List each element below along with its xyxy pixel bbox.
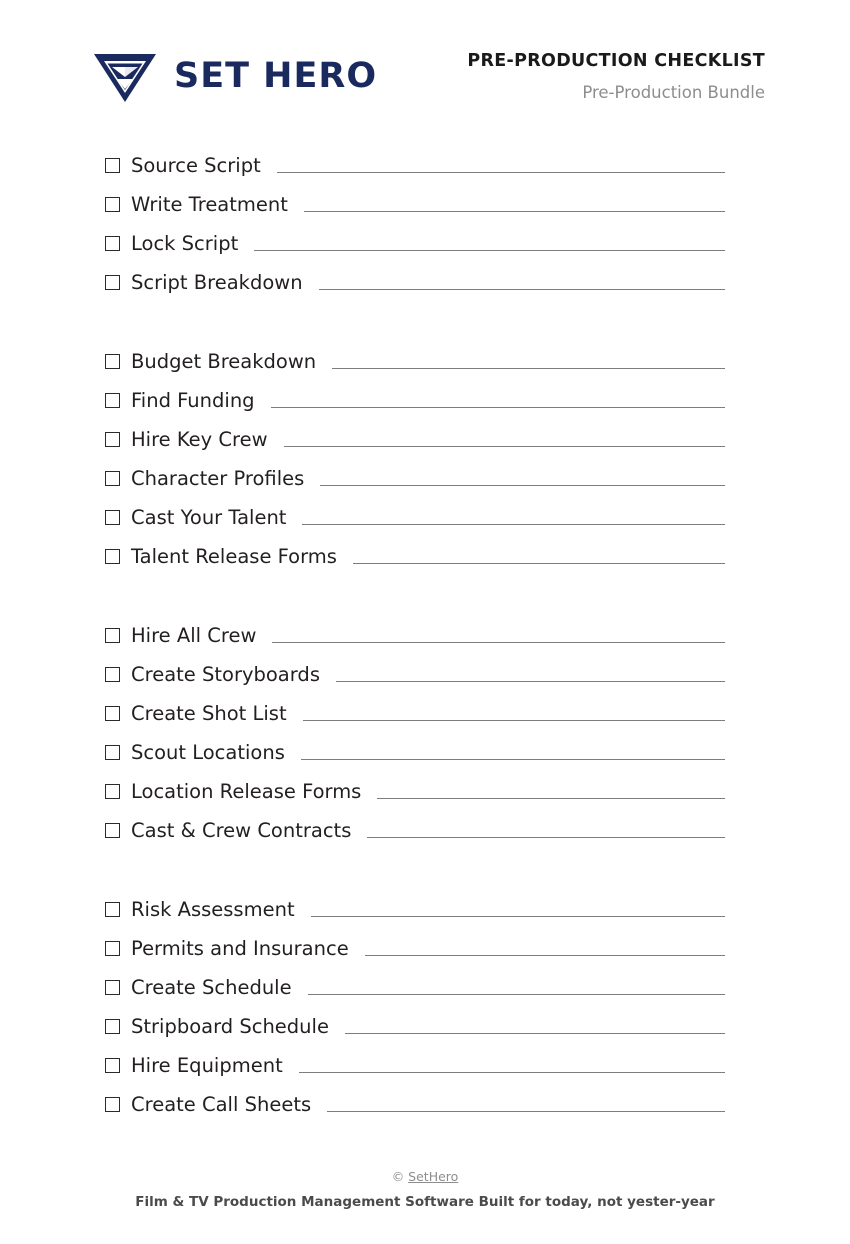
checkbox[interactable] (105, 1058, 120, 1073)
copyright-symbol: © (391, 1169, 409, 1184)
checklist-item-label: Create Call Sheets (131, 1092, 312, 1116)
write-in-line[interactable] (284, 445, 725, 447)
checklist-group (0, 890, 850, 1124)
sethero-logo-icon (92, 48, 158, 104)
checkbox[interactable] (105, 980, 120, 995)
page-title: PRE-PRODUCTION CHECKLIST (467, 51, 765, 71)
checklist-row[interactable] (0, 1046, 850, 1085)
checkbox[interactable] (105, 628, 120, 643)
write-in-line[interactable] (272, 641, 725, 643)
checklist-item-label: Find Funding (131, 388, 255, 412)
checkbox[interactable] (105, 158, 120, 173)
checkbox[interactable] (105, 471, 120, 486)
checklist-item-label: Hire Equipment (131, 1053, 283, 1077)
write-in-line[interactable] (319, 288, 725, 290)
write-in-line[interactable] (367, 836, 725, 838)
checklist-row[interactable] (0, 459, 850, 498)
checklist-item-label: Source Script (131, 153, 261, 177)
checklist-row[interactable] (0, 342, 850, 381)
document-title-block (467, 50, 765, 103)
checklist-item-label: Budget Breakdown (131, 349, 317, 373)
checkbox[interactable] (105, 1097, 120, 1112)
checklist-row[interactable] (0, 733, 850, 772)
write-in-line[interactable] (254, 249, 725, 251)
write-in-line[interactable] (301, 758, 725, 760)
checklist-item-label: Create Storyboards (131, 662, 320, 686)
write-in-line[interactable] (320, 484, 725, 486)
brand-lockup (92, 48, 377, 104)
checklist-row[interactable] (0, 185, 850, 224)
checklist-item-label: Stripboard Schedule (131, 1014, 329, 1038)
write-in-line[interactable] (303, 719, 725, 721)
checklist-item-label: Hire All Crew (131, 623, 257, 647)
checklist-item-label: Scout Locations (131, 740, 285, 764)
write-in-line[interactable] (365, 954, 725, 956)
checkbox[interactable] (105, 941, 120, 956)
checklist-item-label: Character Profiles (131, 466, 305, 490)
checklist-row[interactable] (0, 772, 850, 811)
checkbox[interactable] (105, 823, 120, 838)
checklist-row[interactable] (0, 929, 850, 968)
checklist-item-label: Risk Assessment (131, 897, 295, 921)
checklist-item-label: Script Breakdown (131, 270, 303, 294)
checklist-row[interactable] (0, 811, 850, 850)
checkbox[interactable] (105, 275, 120, 290)
checklist-group (0, 342, 850, 576)
checklist-item-label: Create Shot List (131, 701, 287, 725)
checklist-row[interactable] (0, 498, 850, 537)
checklist-row[interactable] (0, 694, 850, 733)
checklist-item-label: Talent Release Forms (131, 544, 337, 568)
checklist-row[interactable] (0, 224, 850, 263)
checklist-item-label: Location Release Forms (131, 779, 362, 803)
checkbox[interactable] (105, 197, 120, 212)
write-in-line[interactable] (308, 993, 725, 995)
checklist-row[interactable] (0, 146, 850, 185)
checkbox[interactable] (105, 745, 120, 760)
checkbox[interactable] (105, 706, 120, 721)
checklist-row[interactable] (0, 616, 850, 655)
page-subtitle: Pre-Production Bundle (582, 82, 765, 102)
footer-credit (0, 1169, 850, 1184)
write-in-line[interactable] (311, 915, 725, 917)
checkbox[interactable] (105, 510, 120, 525)
checklist (0, 146, 850, 1124)
checkbox[interactable] (105, 902, 120, 917)
write-in-line[interactable] (336, 680, 725, 682)
checkbox[interactable] (105, 667, 120, 682)
write-in-line[interactable] (302, 523, 725, 525)
checkbox[interactable] (105, 549, 120, 564)
checklist-item-label: Lock Script (131, 231, 239, 255)
checkbox[interactable] (105, 432, 120, 447)
checklist-row[interactable] (0, 420, 850, 459)
checklist-item-label: Hire Key Crew (131, 427, 268, 451)
checklist-row[interactable] (0, 1085, 850, 1124)
checklist-item-label: Cast Your Talent (131, 505, 287, 529)
checklist-item-label: Create Schedule (131, 975, 292, 999)
checkbox[interactable] (105, 784, 120, 799)
write-in-line[interactable] (271, 406, 725, 408)
checklist-group (0, 146, 850, 302)
checklist-row[interactable] (0, 655, 850, 694)
checklist-row[interactable] (0, 1007, 850, 1046)
sethero-link[interactable]: SetHero (408, 1169, 459, 1184)
checklist-item-label: Write Treatment (131, 192, 288, 216)
footer-tagline: Film & TV Production Management Software Built for today, not yester-year (135, 1194, 715, 1210)
checklist-row[interactable] (0, 890, 850, 929)
checkbox[interactable] (105, 1019, 120, 1034)
brand-name: SET HERO (174, 55, 378, 96)
checklist-row[interactable] (0, 381, 850, 420)
write-in-line[interactable] (353, 562, 725, 564)
write-in-line[interactable] (377, 797, 725, 799)
checklist-row[interactable] (0, 968, 850, 1007)
checklist-row[interactable] (0, 537, 850, 576)
checkbox[interactable] (105, 354, 120, 369)
document-footer (0, 1169, 850, 1210)
checklist-group (0, 616, 850, 850)
checkbox[interactable] (105, 236, 120, 251)
write-in-line[interactable] (345, 1032, 725, 1034)
write-in-line[interactable] (299, 1071, 725, 1073)
checkbox[interactable] (105, 393, 120, 408)
checklist-item-label: Cast & Crew Contracts (131, 818, 352, 842)
document-header (0, 40, 850, 120)
write-in-line[interactable] (304, 210, 725, 212)
write-in-line[interactable] (332, 367, 725, 369)
checklist-item-label: Permits and Insurance (131, 936, 349, 960)
write-in-line[interactable] (277, 171, 725, 173)
checklist-row[interactable] (0, 263, 850, 302)
write-in-line[interactable] (327, 1110, 725, 1112)
